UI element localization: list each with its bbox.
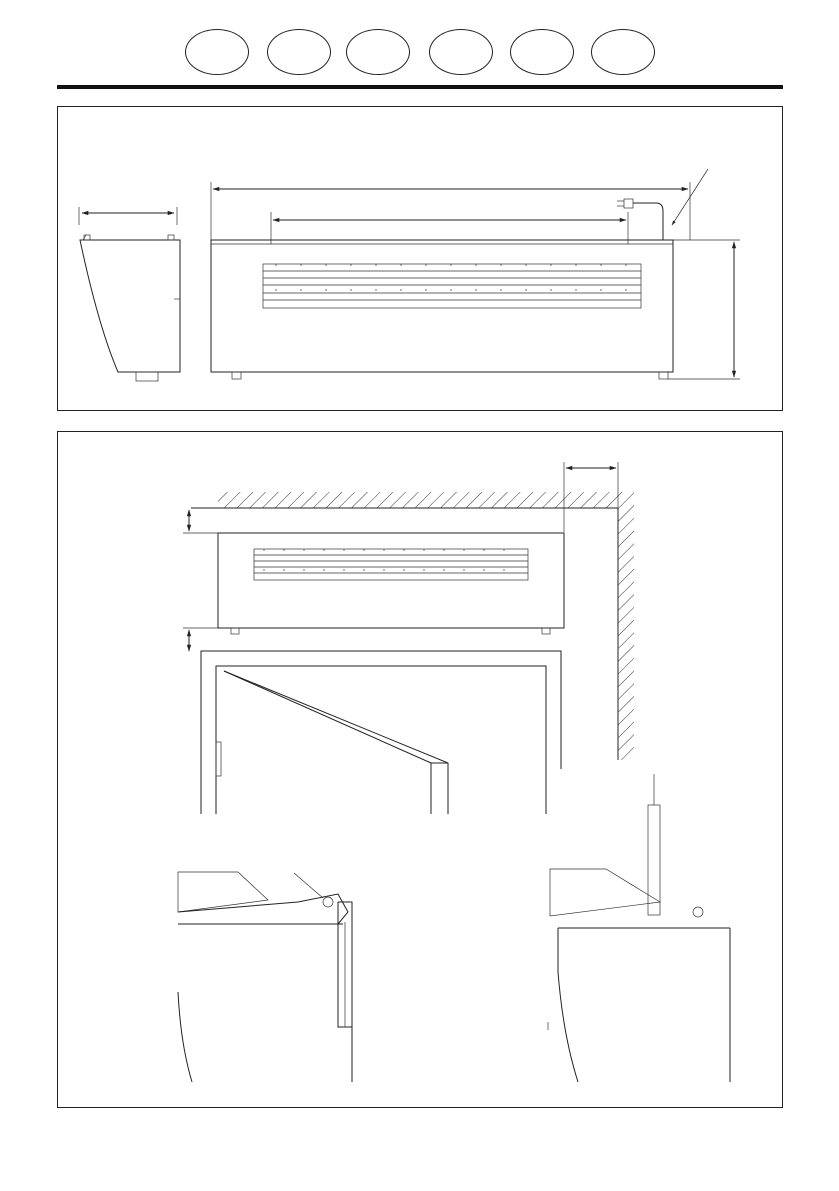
header-language-ovals — [0, 0, 839, 90]
wall — [618, 492, 634, 760]
dimension-drawing-panel — [57, 106, 783, 411]
ceiling — [191, 492, 618, 508]
heater-unit — [218, 533, 564, 634]
language-oval-5 — [510, 29, 574, 75]
front-grille — [263, 264, 641, 308]
language-oval-3 — [346, 29, 410, 75]
installation-drawing-panel — [57, 431, 783, 1108]
language-oval-6 — [591, 29, 655, 75]
header-rule — [57, 85, 783, 89]
door-frame — [201, 651, 561, 814]
bracket-detail-left — [178, 872, 352, 1082]
bracket-detail-right — [548, 774, 730, 1082]
side-view — [79, 207, 180, 381]
installation-clearance-drawing — [58, 432, 784, 1109]
language-oval-4 — [429, 29, 493, 75]
front-view — [211, 169, 740, 379]
language-oval-2 — [267, 29, 331, 75]
language-oval-1 — [185, 29, 249, 75]
unit-dimension-drawing — [58, 107, 784, 412]
